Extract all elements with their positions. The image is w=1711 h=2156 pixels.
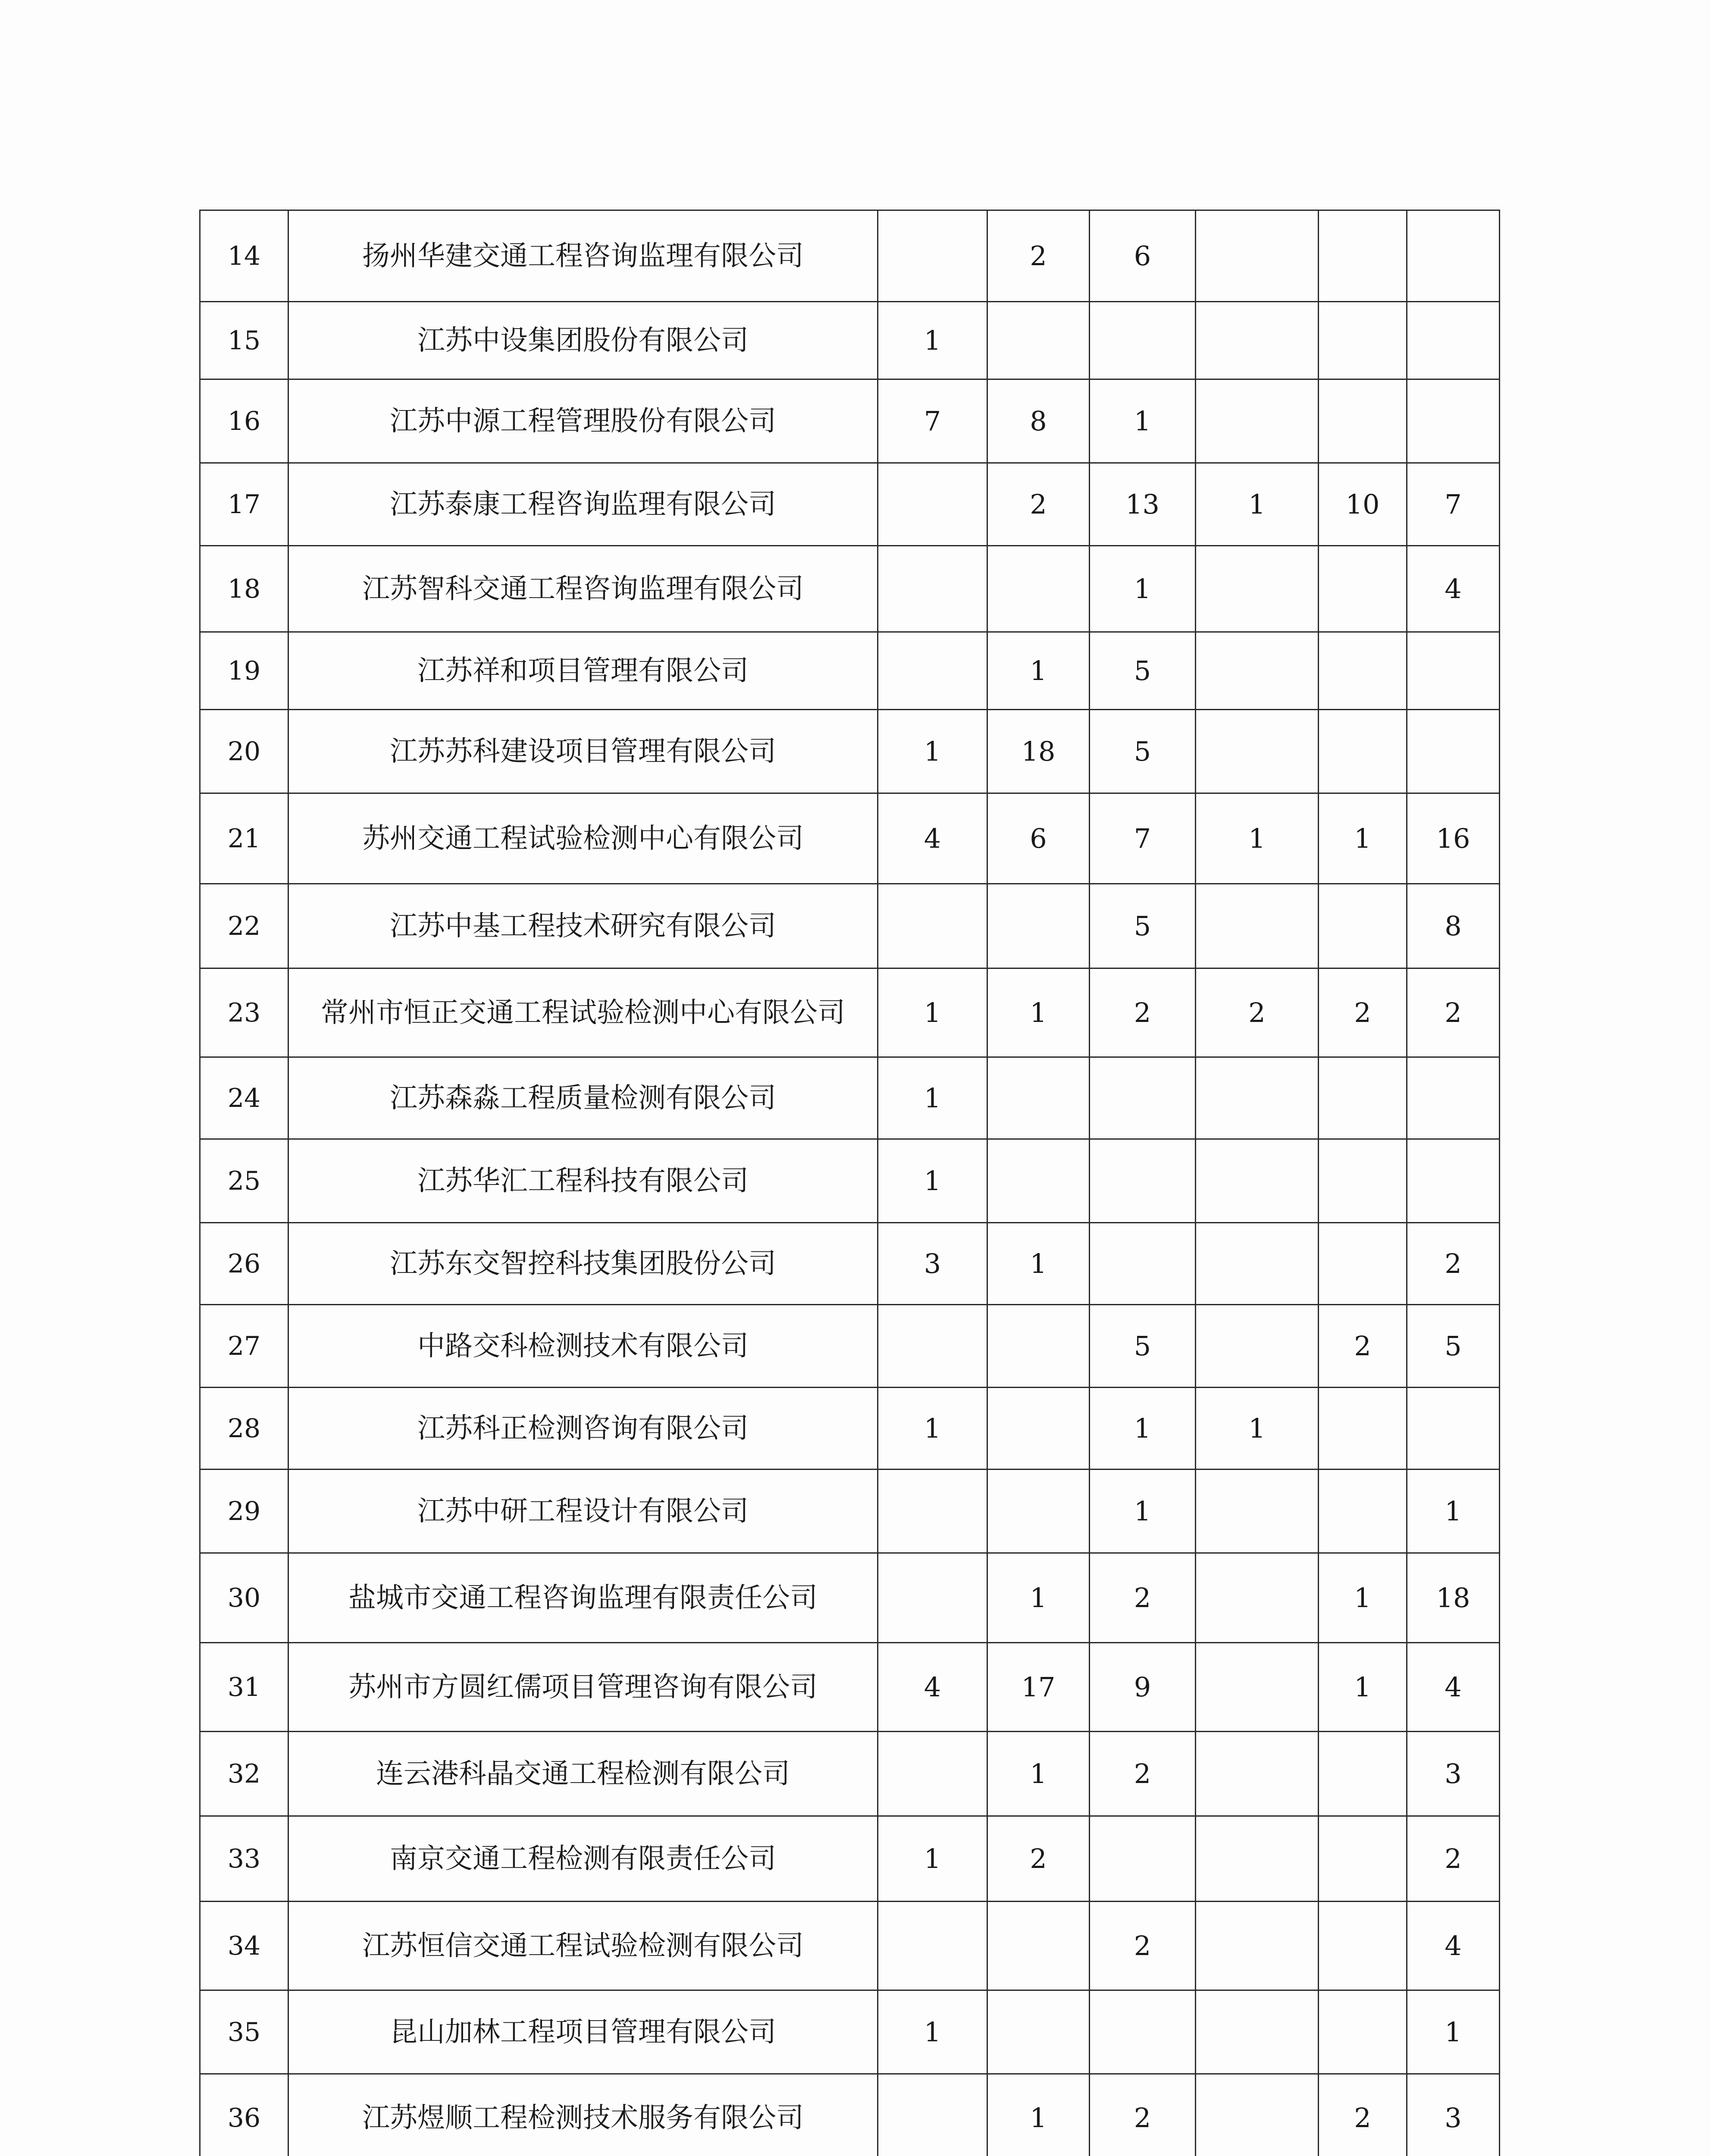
row-number: 32 [200, 1732, 288, 1816]
table-row [200, 968, 1500, 1057]
row-number: 20 [200, 710, 288, 793]
count-cell-6: 3 [1407, 1732, 1500, 1816]
count-cell-3: 6 [1090, 210, 1196, 302]
count-cell-5 [1319, 1388, 1407, 1470]
count-cell-2: 2 [987, 1816, 1090, 1902]
row-number: 17 [200, 463, 288, 546]
count-cell-6: 2 [1407, 1816, 1500, 1902]
count-cell-6: 18 [1407, 1553, 1500, 1643]
count-cell-3: 2 [1090, 1902, 1196, 1990]
count-cell-5 [1319, 546, 1407, 632]
count-cell-1: 1 [878, 1990, 987, 2074]
row-number: 26 [200, 1223, 288, 1305]
count-cell-6: 16 [1407, 793, 1500, 884]
company-name: 常州市恒正交通工程试验检测中心有限公司 [288, 968, 878, 1057]
count-cell-4 [1196, 302, 1319, 379]
count-cell-3 [1090, 1990, 1196, 2074]
table-row [200, 1223, 1500, 1305]
count-cell-1: 7 [878, 379, 987, 463]
table-row [200, 1305, 1500, 1388]
row-number: 25 [200, 1139, 288, 1223]
count-cell-5: 2 [1319, 1305, 1407, 1388]
row-number: 24 [200, 1057, 288, 1139]
count-cell-3: 5 [1090, 884, 1196, 968]
count-cell-1: 1 [878, 1816, 987, 1902]
count-cell-4 [1196, 1990, 1319, 2074]
count-cell-1 [878, 463, 987, 546]
count-cell-6: 2 [1407, 968, 1500, 1057]
company-name: 江苏科正检测咨询有限公司 [288, 1388, 878, 1470]
count-cell-3 [1090, 302, 1196, 379]
count-cell-5 [1319, 379, 1407, 463]
count-cell-3 [1090, 1139, 1196, 1223]
table-row [200, 1643, 1500, 1732]
company-name: 盐城市交通工程咨询监理有限责任公司 [288, 1553, 878, 1643]
count-cell-2 [987, 1057, 1090, 1139]
count-cell-2 [987, 1470, 1090, 1553]
count-cell-1: 4 [878, 793, 987, 884]
count-cell-1 [878, 1305, 987, 1388]
count-cell-1 [878, 546, 987, 632]
count-cell-1: 1 [878, 1139, 987, 1223]
count-cell-3: 2 [1090, 968, 1196, 1057]
count-cell-3: 5 [1090, 710, 1196, 793]
count-cell-5 [1319, 1816, 1407, 1902]
row-number: 30 [200, 1553, 288, 1643]
table-body [200, 210, 1500, 2156]
count-cell-2 [987, 1388, 1090, 1470]
count-cell-1: 1 [878, 968, 987, 1057]
company-name: 苏州交通工程试验检测中心有限公司 [288, 793, 878, 884]
count-cell-6: 1 [1407, 1990, 1500, 2074]
table-row [200, 1990, 1500, 2074]
count-cell-1 [878, 1553, 987, 1643]
company-name: 江苏东交智控科技集团股份公司 [288, 1223, 878, 1305]
count-cell-4 [1196, 210, 1319, 302]
count-cell-5 [1319, 632, 1407, 710]
company-name: 苏州市方圆红儒项目管理咨询有限公司 [288, 1643, 878, 1732]
table-row [200, 546, 1500, 632]
table-row [200, 210, 1500, 302]
count-cell-3: 5 [1090, 1305, 1196, 1388]
count-cell-2 [987, 546, 1090, 632]
count-cell-1: 1 [878, 302, 987, 379]
count-cell-5 [1319, 1057, 1407, 1139]
row-number: 29 [200, 1470, 288, 1553]
count-cell-2: 18 [987, 710, 1090, 793]
count-cell-6 [1407, 302, 1500, 379]
company-name: 江苏中研工程设计有限公司 [288, 1470, 878, 1553]
row-number: 31 [200, 1643, 288, 1732]
count-cell-5 [1319, 1902, 1407, 1990]
table-row [200, 884, 1500, 968]
count-cell-2: 1 [987, 2074, 1090, 2156]
company-name: 江苏森淼工程质量检测有限公司 [288, 1057, 878, 1139]
count-cell-1: 3 [878, 1223, 987, 1305]
count-cell-1: 1 [878, 1057, 987, 1139]
count-cell-3: 2 [1090, 1732, 1196, 1816]
table-row [200, 1470, 1500, 1553]
count-cell-4: 1 [1196, 793, 1319, 884]
count-cell-5: 10 [1319, 463, 1407, 546]
count-cell-5 [1319, 1470, 1407, 1553]
count-cell-6 [1407, 1139, 1500, 1223]
company-name: 中路交科检测技术有限公司 [288, 1305, 878, 1388]
count-cell-6: 4 [1407, 546, 1500, 632]
count-cell-3 [1090, 1223, 1196, 1305]
row-number: 16 [200, 379, 288, 463]
row-number: 33 [200, 1816, 288, 1902]
count-cell-2 [987, 302, 1090, 379]
table-row [200, 1816, 1500, 1902]
company-name: 江苏煜顺工程检测技术服务有限公司 [288, 2074, 878, 2156]
company-name: 江苏华汇工程科技有限公司 [288, 1139, 878, 1223]
count-cell-4 [1196, 379, 1319, 463]
count-cell-2 [987, 1990, 1090, 2074]
company-name: 江苏恒信交通工程试验检测有限公司 [288, 1902, 878, 1990]
count-cell-6: 2 [1407, 1223, 1500, 1305]
row-number: 36 [200, 2074, 288, 2156]
count-cell-2 [987, 1305, 1090, 1388]
count-cell-3: 1 [1090, 546, 1196, 632]
table-row [200, 793, 1500, 884]
count-cell-2: 1 [987, 1553, 1090, 1643]
count-cell-3: 2 [1090, 1553, 1196, 1643]
company-name: 江苏中设集团股份有限公司 [288, 302, 878, 379]
row-number: 15 [200, 302, 288, 379]
row-number: 22 [200, 884, 288, 968]
table-row [200, 1732, 1500, 1816]
count-cell-2 [987, 1902, 1090, 1990]
row-number: 35 [200, 1990, 288, 2074]
count-cell-1 [878, 210, 987, 302]
table-row [200, 1388, 1500, 1470]
company-name: 江苏苏科建设项目管理有限公司 [288, 710, 878, 793]
count-cell-4 [1196, 1732, 1319, 1816]
count-cell-2: 2 [987, 463, 1090, 546]
company-name: 南京交通工程检测有限责任公司 [288, 1816, 878, 1902]
count-cell-6 [1407, 210, 1500, 302]
count-cell-6: 4 [1407, 1902, 1500, 1990]
count-cell-1 [878, 632, 987, 710]
count-cell-4 [1196, 1470, 1319, 1553]
count-cell-2: 1 [987, 1223, 1090, 1305]
count-cell-5: 1 [1319, 1553, 1407, 1643]
row-number: 21 [200, 793, 288, 884]
count-cell-4: 2 [1196, 968, 1319, 1057]
count-cell-4 [1196, 1902, 1319, 1990]
row-number: 14 [200, 210, 288, 302]
count-cell-3: 9 [1090, 1643, 1196, 1732]
count-cell-1 [878, 1732, 987, 1816]
table-row [200, 2074, 1500, 2156]
count-cell-2: 8 [987, 379, 1090, 463]
row-number: 18 [200, 546, 288, 632]
count-cell-4 [1196, 1223, 1319, 1305]
count-cell-3: 2 [1090, 2074, 1196, 2156]
table-row [200, 302, 1500, 379]
count-cell-5 [1319, 1990, 1407, 2074]
count-cell-1: 1 [878, 710, 987, 793]
company-name: 连云港科晶交通工程检测有限公司 [288, 1732, 878, 1816]
count-cell-4 [1196, 1057, 1319, 1139]
table-row [200, 379, 1500, 463]
count-cell-6 [1407, 379, 1500, 463]
count-cell-3: 13 [1090, 463, 1196, 546]
row-number: 23 [200, 968, 288, 1057]
table-row [200, 1057, 1500, 1139]
count-cell-2 [987, 884, 1090, 968]
company-name: 江苏中源工程管理股份有限公司 [288, 379, 878, 463]
company-name: 扬州华建交通工程咨询监理有限公司 [288, 210, 878, 302]
count-cell-1 [878, 884, 987, 968]
table-row [200, 1902, 1500, 1990]
count-cell-6: 8 [1407, 884, 1500, 968]
count-cell-4: 1 [1196, 463, 1319, 546]
count-cell-4 [1196, 710, 1319, 793]
count-cell-6: 7 [1407, 463, 1500, 546]
table-row [200, 710, 1500, 793]
count-cell-4: 1 [1196, 1388, 1319, 1470]
company-name: 江苏中基工程技术研究有限公司 [288, 884, 878, 968]
count-cell-4 [1196, 546, 1319, 632]
company-name: 江苏泰康工程咨询监理有限公司 [288, 463, 878, 546]
count-cell-6 [1407, 1388, 1500, 1470]
count-cell-4 [1196, 632, 1319, 710]
count-cell-5 [1319, 210, 1407, 302]
table-row [200, 463, 1500, 546]
count-cell-4 [1196, 1553, 1319, 1643]
count-cell-6: 4 [1407, 1643, 1500, 1732]
count-cell-6: 1 [1407, 1470, 1500, 1553]
count-cell-5: 2 [1319, 2074, 1407, 2156]
statistics-table [199, 210, 1500, 2156]
count-cell-4 [1196, 1643, 1319, 1732]
count-cell-2: 17 [987, 1643, 1090, 1732]
count-cell-6 [1407, 1057, 1500, 1139]
company-name: 江苏智科交通工程咨询监理有限公司 [288, 546, 878, 632]
count-cell-4 [1196, 1139, 1319, 1223]
row-number: 34 [200, 1902, 288, 1990]
count-cell-5 [1319, 1139, 1407, 1223]
row-number: 27 [200, 1305, 288, 1388]
count-cell-2: 1 [987, 1732, 1090, 1816]
count-cell-3: 1 [1090, 1470, 1196, 1553]
count-cell-2: 1 [987, 632, 1090, 710]
count-cell-6 [1407, 632, 1500, 710]
count-cell-5: 1 [1319, 1643, 1407, 1732]
count-cell-5 [1319, 302, 1407, 379]
count-cell-3: 1 [1090, 1388, 1196, 1470]
count-cell-5 [1319, 884, 1407, 968]
count-cell-4 [1196, 884, 1319, 968]
count-cell-3: 1 [1090, 379, 1196, 463]
count-cell-4 [1196, 2074, 1319, 2156]
count-cell-5 [1319, 1732, 1407, 1816]
count-cell-3: 7 [1090, 793, 1196, 884]
count-cell-3 [1090, 1816, 1196, 1902]
count-cell-3 [1090, 1057, 1196, 1139]
count-cell-4 [1196, 1816, 1319, 1902]
count-cell-2 [987, 1139, 1090, 1223]
count-cell-1: 1 [878, 1388, 987, 1470]
company-name: 江苏祥和项目管理有限公司 [288, 632, 878, 710]
table-row [200, 1553, 1500, 1643]
count-cell-5: 2 [1319, 968, 1407, 1057]
count-cell-5: 1 [1319, 793, 1407, 884]
table-row [200, 1139, 1500, 1223]
count-cell-6 [1407, 710, 1500, 793]
table-row [200, 632, 1500, 710]
row-number: 19 [200, 632, 288, 710]
row-number: 28 [200, 1388, 288, 1470]
count-cell-1 [878, 2074, 987, 2156]
count-cell-5 [1319, 1223, 1407, 1305]
count-cell-1 [878, 1470, 987, 1553]
count-cell-4 [1196, 1305, 1319, 1388]
count-cell-2: 6 [987, 793, 1090, 884]
count-cell-1: 4 [878, 1643, 987, 1732]
count-cell-6: 3 [1407, 2074, 1500, 2156]
count-cell-6: 5 [1407, 1305, 1500, 1388]
company-name: 昆山加林工程项目管理有限公司 [288, 1990, 878, 2074]
count-cell-2: 2 [987, 210, 1090, 302]
count-cell-1 [878, 1902, 987, 1990]
count-cell-3: 5 [1090, 632, 1196, 710]
count-cell-5 [1319, 710, 1407, 793]
count-cell-2: 1 [987, 968, 1090, 1057]
